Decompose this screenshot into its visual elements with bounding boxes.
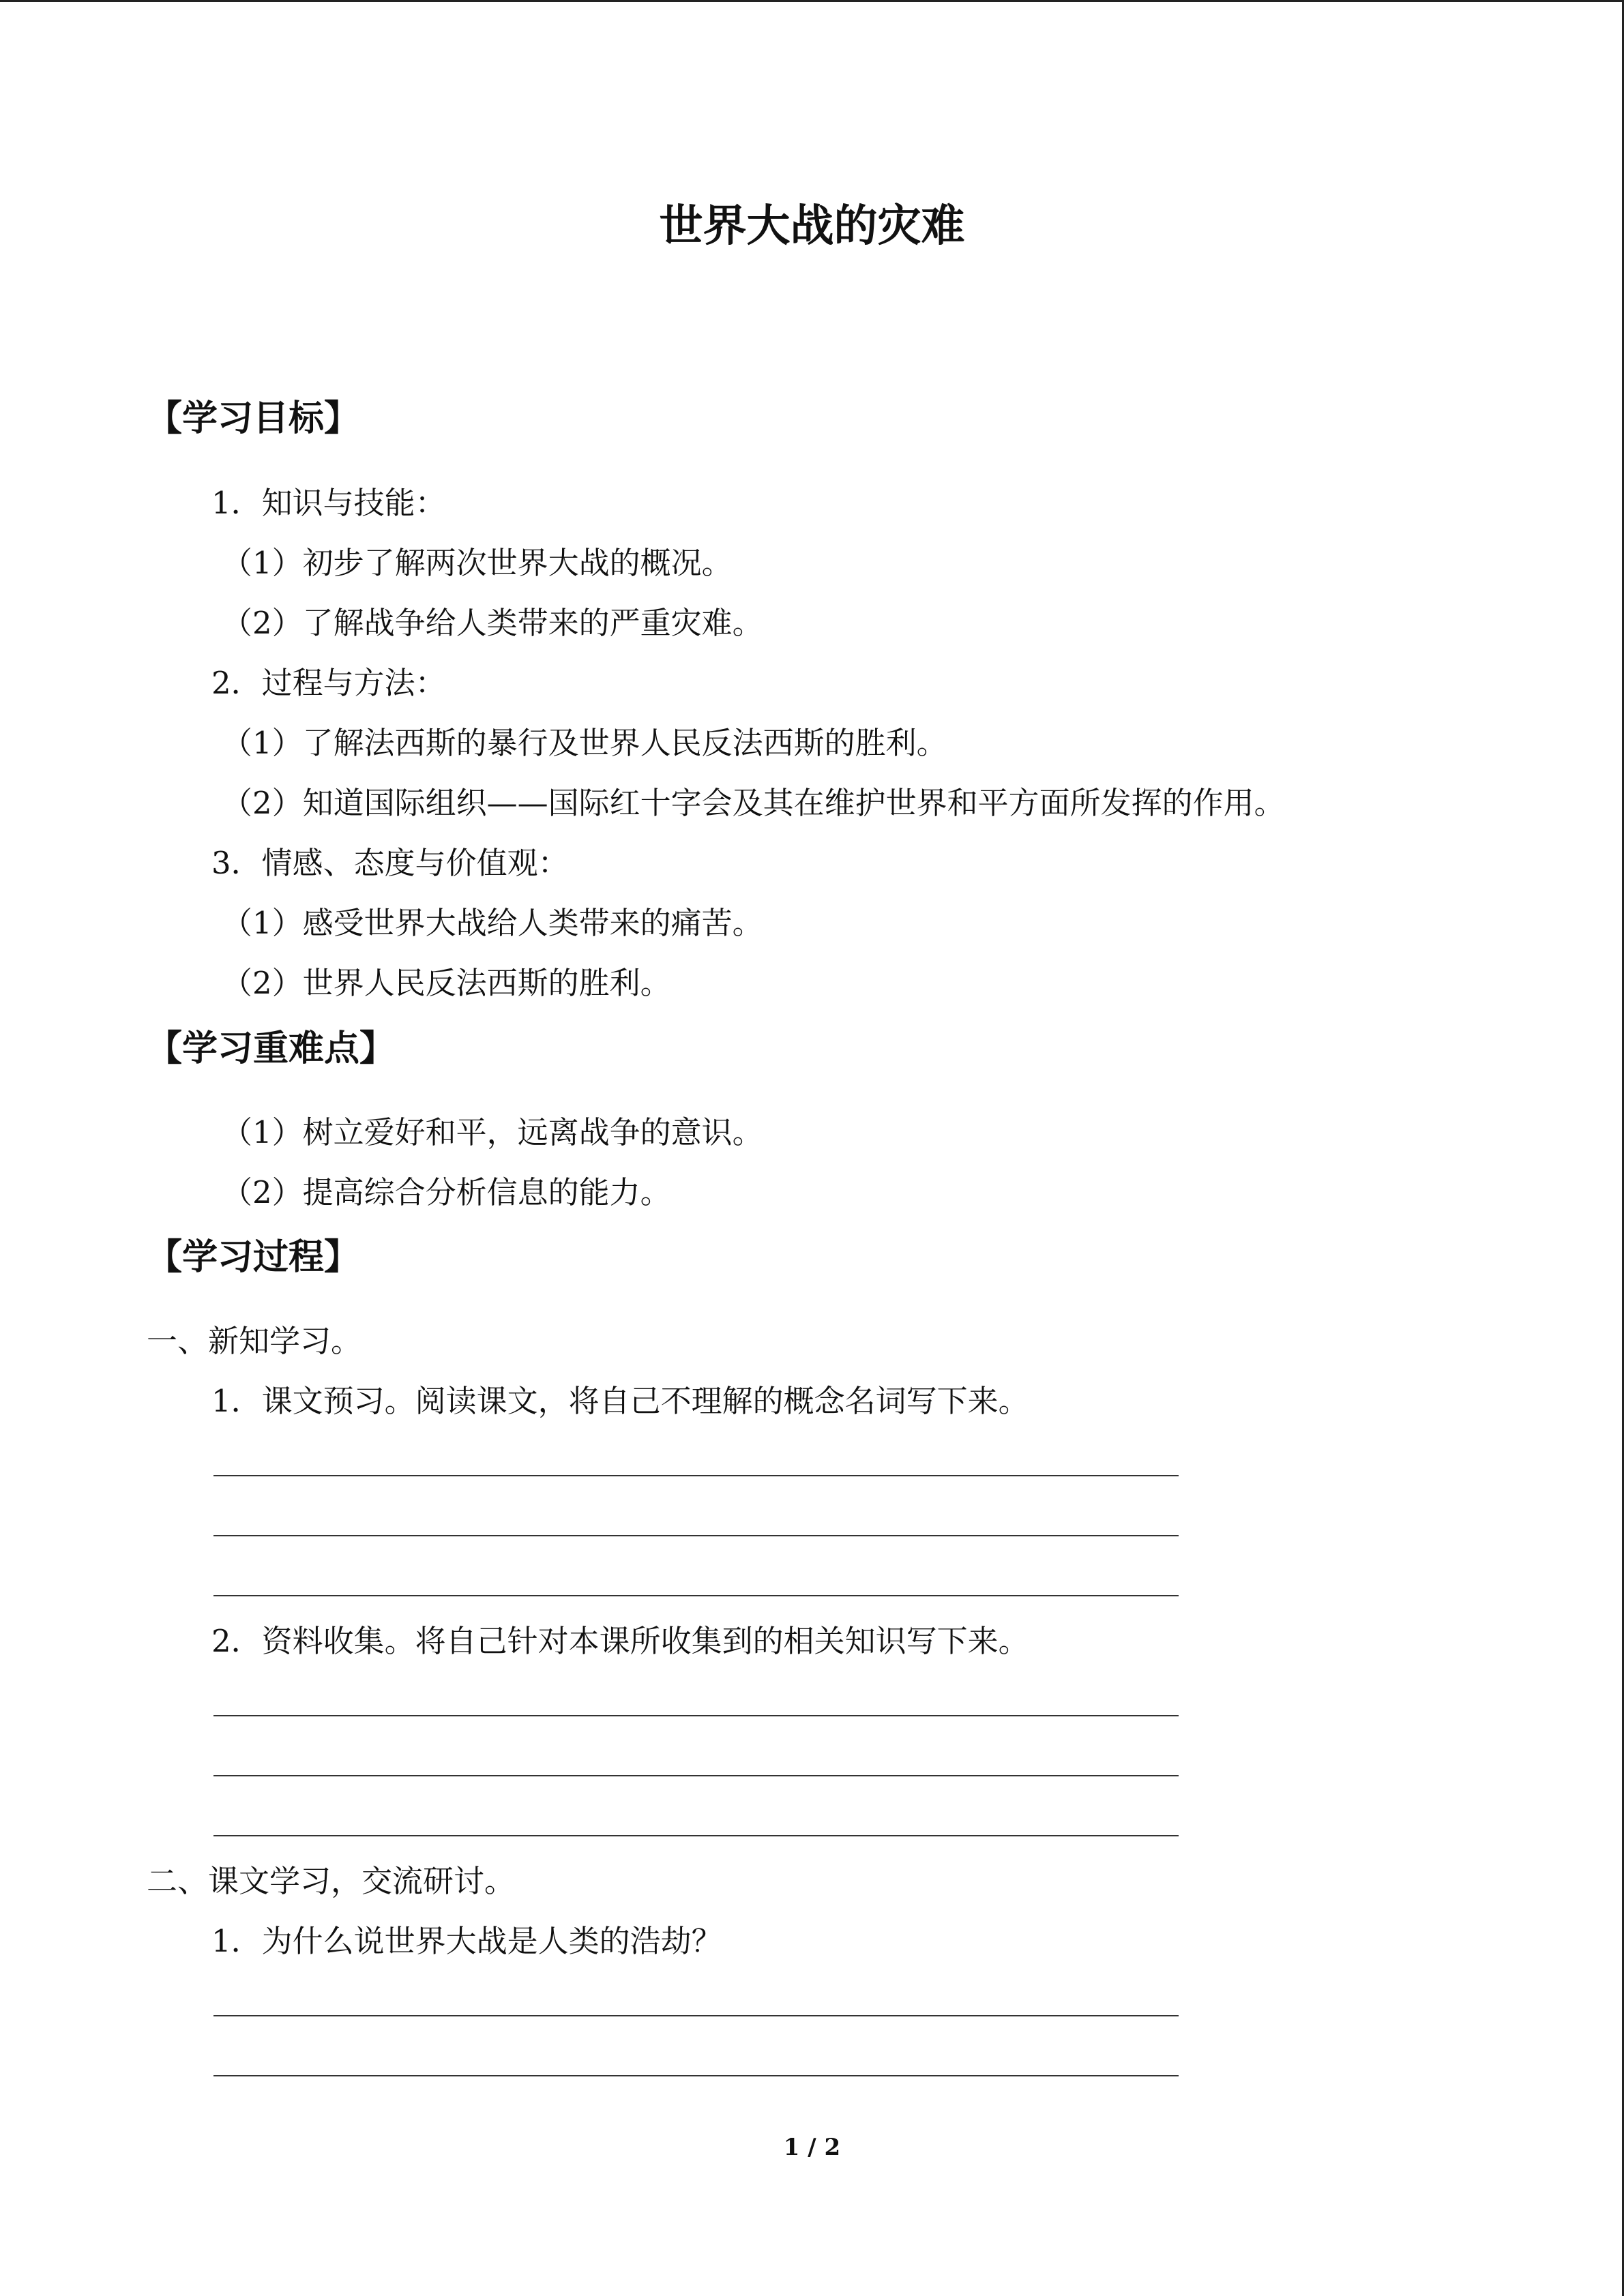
- question: 1．为什么说世界大战是人类的浩劫？: [211, 1923, 722, 1959]
- answer-line[interactable]: [213, 1835, 1179, 1836]
- answer-line[interactable]: [213, 1535, 1179, 1536]
- answer-line[interactable]: [213, 1775, 1179, 1776]
- objective-item: 1．知识与技能：: [211, 485, 446, 521]
- objective-item: （2）世界人民反法西斯的胜利。: [222, 965, 671, 1001]
- question: 2．资料收集。将自己针对本课所收集到的相关知识写下来。: [211, 1623, 1029, 1659]
- question: 1．课文预习。阅读课文，将自己不理解的概念名词写下来。: [211, 1383, 1029, 1419]
- key-points-heading: 【学习重难点】: [147, 1028, 396, 1069]
- section-title: 二、课文学习，交流研讨。: [147, 1863, 516, 1899]
- answer-line[interactable]: [213, 1595, 1179, 1596]
- objectives-heading: 【学习目标】: [147, 398, 360, 439]
- objective-item: （2）了解战争给人类带来的严重灾难。: [222, 605, 763, 641]
- objective-item: （2）知道国际组织——国际红十字会及其在维护世界和平方面所发挥的作用。: [222, 785, 1285, 821]
- objective-item: 3．情感、态度与价值观：: [211, 845, 569, 881]
- objective-item: 2．过程与方法：: [211, 665, 446, 701]
- answer-line[interactable]: [213, 1475, 1179, 1476]
- key-point-item: （2）提高综合分析信息的能力。: [222, 1174, 671, 1210]
- objective-item: （1）初步了解两次世界大战的概况。: [222, 545, 733, 581]
- answer-line[interactable]: [213, 2075, 1179, 2076]
- page-number: 1 / 2: [783, 2134, 841, 2161]
- key-point-item: （1）树立爱好和平，远离战争的意识。: [222, 1114, 763, 1150]
- answer-line[interactable]: [213, 2015, 1179, 2016]
- objective-item: （1）感受世界大战给人类带来的痛苦。: [222, 905, 763, 941]
- objective-item: （1）了解法西斯的暴行及世界人民反法西斯的胜利。: [222, 725, 947, 761]
- answer-line[interactable]: [213, 1715, 1179, 1716]
- process-heading: 【学习过程】: [147, 1236, 360, 1278]
- page-title: 世界大战的灾难: [659, 200, 965, 252]
- section-title: 一、新知学习。: [147, 1323, 362, 1359]
